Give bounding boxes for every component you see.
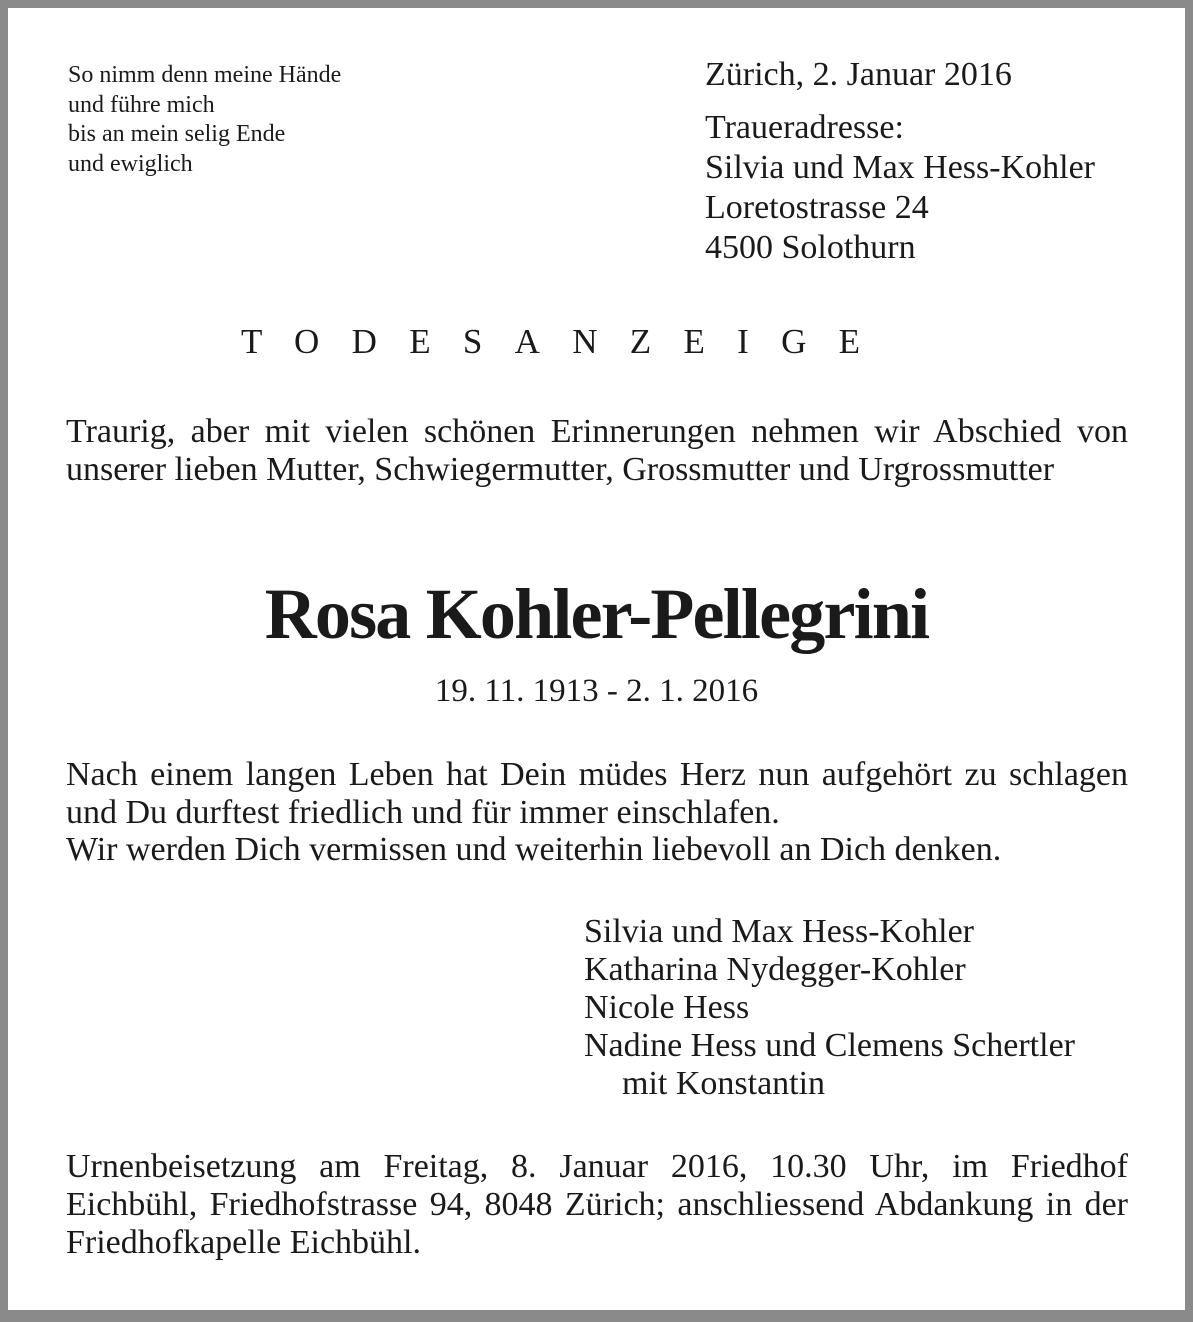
verse-line: So nimm denn meine Hände <box>68 62 342 88</box>
message-closing: Wir werden Dich vermissen und weiterhin liebevoll an Dich denken. <box>66 831 1002 868</box>
message <box>66 756 1128 869</box>
mourner-line: Nicole Hess <box>584 989 750 1026</box>
address-line: Loretostrasse 24 <box>705 189 929 226</box>
mourner-sub-line: mit Konstantin <box>622 1065 826 1102</box>
address-label: Traueradresse: <box>705 109 904 146</box>
message-paragraph: Nach einem langen Leben hat Dein müdes Herz nun aufgehört zu schlagen und Du durftest friedlich und für immer einschlafen. <box>66 756 1128 831</box>
mourners-list <box>584 913 1075 1103</box>
life-dates: 19. 11. 1913 - 2. 1. 2016 <box>434 673 759 709</box>
verse-line: und führe mich <box>68 91 215 118</box>
mourner-line: Silvia und Max Hess-Kohler <box>584 913 975 950</box>
address-line: 4500 Solothurn <box>705 229 916 266</box>
mourner-line: Nadine Hess und Clemens Schertler <box>584 1027 1075 1064</box>
verse-line: und ewiglich <box>68 150 193 177</box>
address-line: Silvia und Max Hess-Kohler <box>705 149 1096 186</box>
place-date: Zürich, 2. Januar 2016 <box>705 56 1012 93</box>
header-info <box>705 55 1095 268</box>
verse-line: bis an mein selig Ende <box>68 121 286 147</box>
deceased-name: Rosa Kohler-Pellegrini <box>264 574 929 654</box>
verse <box>68 61 341 179</box>
ceremony-info: Urnenbeisetzung am Freitag, 8. Januar 2016, 10.30 Uhr, im Friedhof Eichbühl, Friedhofstrasse 94, 8048 Zürich; anschliessend Abdankung in der Friedhofkapelle Eichbühl. <box>66 1148 1128 1261</box>
intro-text: Traurig, aber mit vielen schönen Erinnerungen nehmen wir Abschied von unserer lieben Mutter, Schwiegermutter, Grossmutter und Urgrossmutter <box>66 413 1128 488</box>
mourner-line: Katharina Nydegger-Kohler <box>584 951 966 988</box>
notice-title: TODESANZEIGE <box>241 322 893 361</box>
